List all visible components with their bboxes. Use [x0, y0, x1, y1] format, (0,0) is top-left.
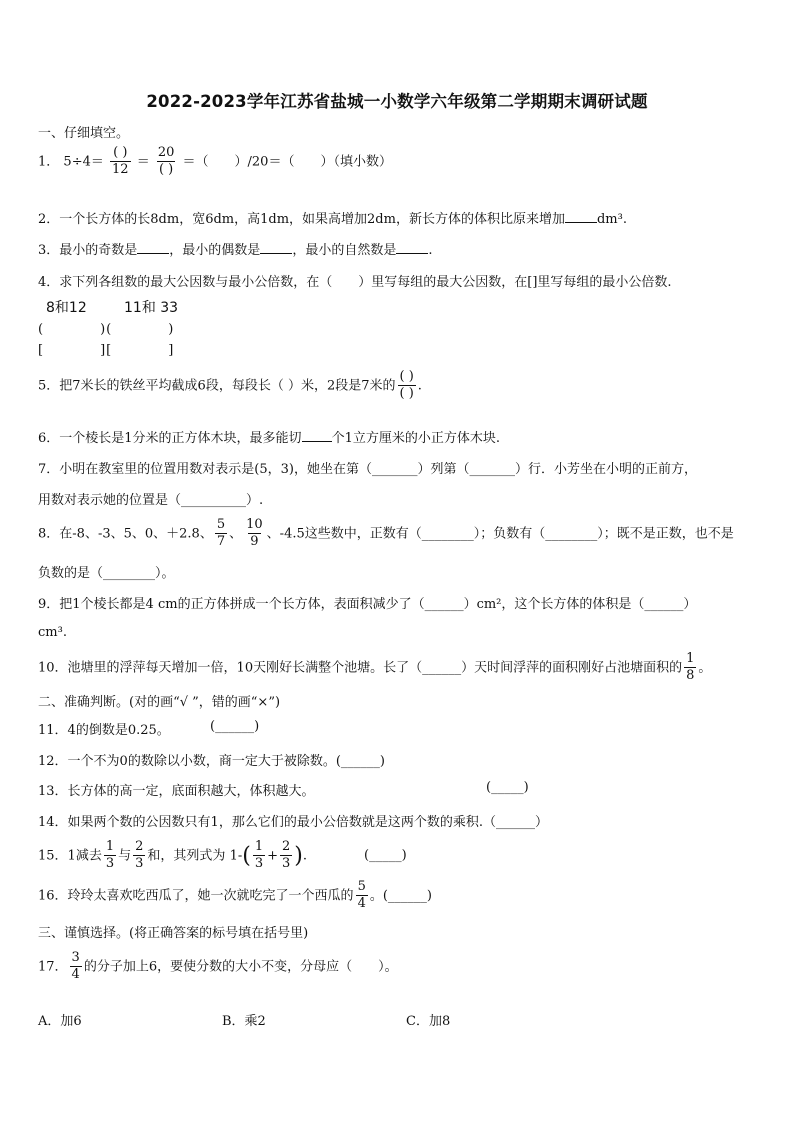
- question-3: 3．最小的奇数是 ，最小的偶数是 ，最小的自然数是 .: [38, 243, 433, 258]
- group-2-label: 11和 33: [124, 300, 179, 316]
- right-paren: ): [294, 843, 303, 869]
- fraction: $\frac{5}{7}$: [216, 517, 226, 550]
- option-c[interactable]: C．加8: [406, 1014, 451, 1029]
- question-2: 2．一个长方体的长8dm，宽6dm，高1dm，如果高增加2dm，新长方体的体积比原来增加 dm³.: [38, 212, 627, 227]
- question-9-line-1: 9．把1个棱长都是4 cm的正方体拼成一个长方体，表面积减少了（______）cm²，这个长方体的体积是（______）: [38, 597, 697, 612]
- question-16: 16．玲玲太喜欢吃西瓜了，她一次就吃完了一个西瓜的 $\frac{5}{4}$ 。(______): [38, 879, 432, 912]
- fraction: $\frac{20}{( )}$: [157, 145, 175, 178]
- question-7-line-2: 用数对表示她的位置是（__________）.: [38, 493, 264, 508]
- question-14: 14．如果两个数的公因数只有1，那么它们的最小公倍数就是这两个数的乘积.（______）: [38, 815, 548, 830]
- question-1: 1． 5÷4＝ $\frac{( )}{12}$ ＝ $\frac{20}{( )}$ ＝（ ）/20＝（ ）（填小数）: [38, 145, 392, 178]
- option-a[interactable]: A．加6: [38, 1014, 82, 1029]
- question-12: 12．一个不为0的数除以小数，商一定大于被除数。(______): [38, 754, 385, 769]
- fraction: $\frac{3}{4}$: [71, 950, 80, 983]
- answer-blank[interactable]: [302, 429, 332, 442]
- question-4: 4．求下列各组数的最大公因数与最小公倍数，在（ ）里写每组的最大公因数，在[]里写每组的最小公倍数.: [38, 275, 672, 290]
- answer-blank[interactable]: [396, 241, 428, 254]
- fraction: $\frac{1}{3}$: [254, 839, 264, 872]
- answer-paren[interactable]: (______): [210, 719, 260, 734]
- page-title: 2022-2023学年江苏省盐城一小数学六年级第二学期期末调研试题: [146, 92, 648, 111]
- section-2-heading: 二、准确判断。(对的画“√ ”，错的画“×”): [38, 695, 281, 710]
- answer-paren[interactable]: (_____): [364, 848, 407, 863]
- fraction: $\frac{5}{4}$: [357, 879, 366, 912]
- question-6: 6．一个棱长是1分米的正方体木块，最多能切 个1立方厘米的小正方体木块.: [38, 431, 500, 446]
- section-1-heading: 一、仔细填空。: [38, 126, 130, 141]
- question-8-line-1: 8．在-8、-3、5、0、＋2.8、 $\frac{5}{7}$ 、 $\frac{10}{9}$ 、-4.5这些数中，正数有（________）；负数有（________）；既不是正数，也不是: [38, 517, 734, 550]
- answer-blank[interactable]: [565, 210, 597, 223]
- question-7-line-1: 7．小明在教室里的位置用数对表示是(5，3)，她坐在第（_______）列第（_______）行．小芳坐在小明的正前方，: [38, 462, 697, 477]
- fraction: $\frac{10}{9}$: [246, 517, 263, 550]
- question-8-line-2: 负数的是（________）。: [38, 566, 175, 581]
- question-5: 5．把7米长的铁丝平均截成6段，每段长（ ）米，2段是7米的 $\frac{( )}{( )}$ .: [38, 369, 422, 402]
- fraction: $\frac{1}{3}$: [105, 839, 115, 872]
- answer-blank[interactable]: [137, 241, 169, 254]
- fraction: $\frac{2}{3}$: [135, 839, 144, 872]
- group-1-label: 8和12: [46, 300, 87, 316]
- gcd-answer-row[interactable]: ( )( ): [38, 322, 175, 337]
- option-b[interactable]: B．乘2: [222, 1014, 266, 1029]
- question-15: 15．1减去 $\frac{1}{3}$ 与 $\frac{2}{3}$ 和，其列式为 1-( $\frac{1}{3}$ + $\frac{2}{3}$ ).: [38, 839, 308, 872]
- fraction: $\frac{2}{3}$: [282, 839, 291, 872]
- lcm-answer-row[interactable]: [ ][ ]: [38, 343, 175, 358]
- fraction: $\frac{1}{8}$: [686, 651, 695, 684]
- question-17: 17． $\frac{3}{4}$ 的分子加上6，要使分数的大小不变，分母应（ ）。: [38, 950, 398, 983]
- question-9-line-2: cm³.: [38, 625, 67, 640]
- fraction: $\frac{( )}{12}$: [112, 145, 129, 178]
- answer-blank[interactable]: [260, 241, 292, 254]
- section-3-heading: 三、谨慎选择。(将正确答案的标号填在括号里): [38, 926, 309, 941]
- question-10: 10．池塘里的浮萍每天增加一倍，10天刚好长满整个池塘。长了（______）天时间浮萍的面积刚好占池塘面积的 $\frac{1}{8}$ 。: [38, 651, 712, 684]
- left-paren: (: [242, 843, 251, 869]
- question-11: 11．4的倒数是0.25。: [38, 723, 170, 738]
- fraction: $\frac{( )}{( )}$: [399, 369, 414, 402]
- question-13: 13．长方体的高一定，底面积越大，体积越大。: [38, 784, 315, 799]
- answer-paren[interactable]: (_____): [486, 780, 529, 795]
